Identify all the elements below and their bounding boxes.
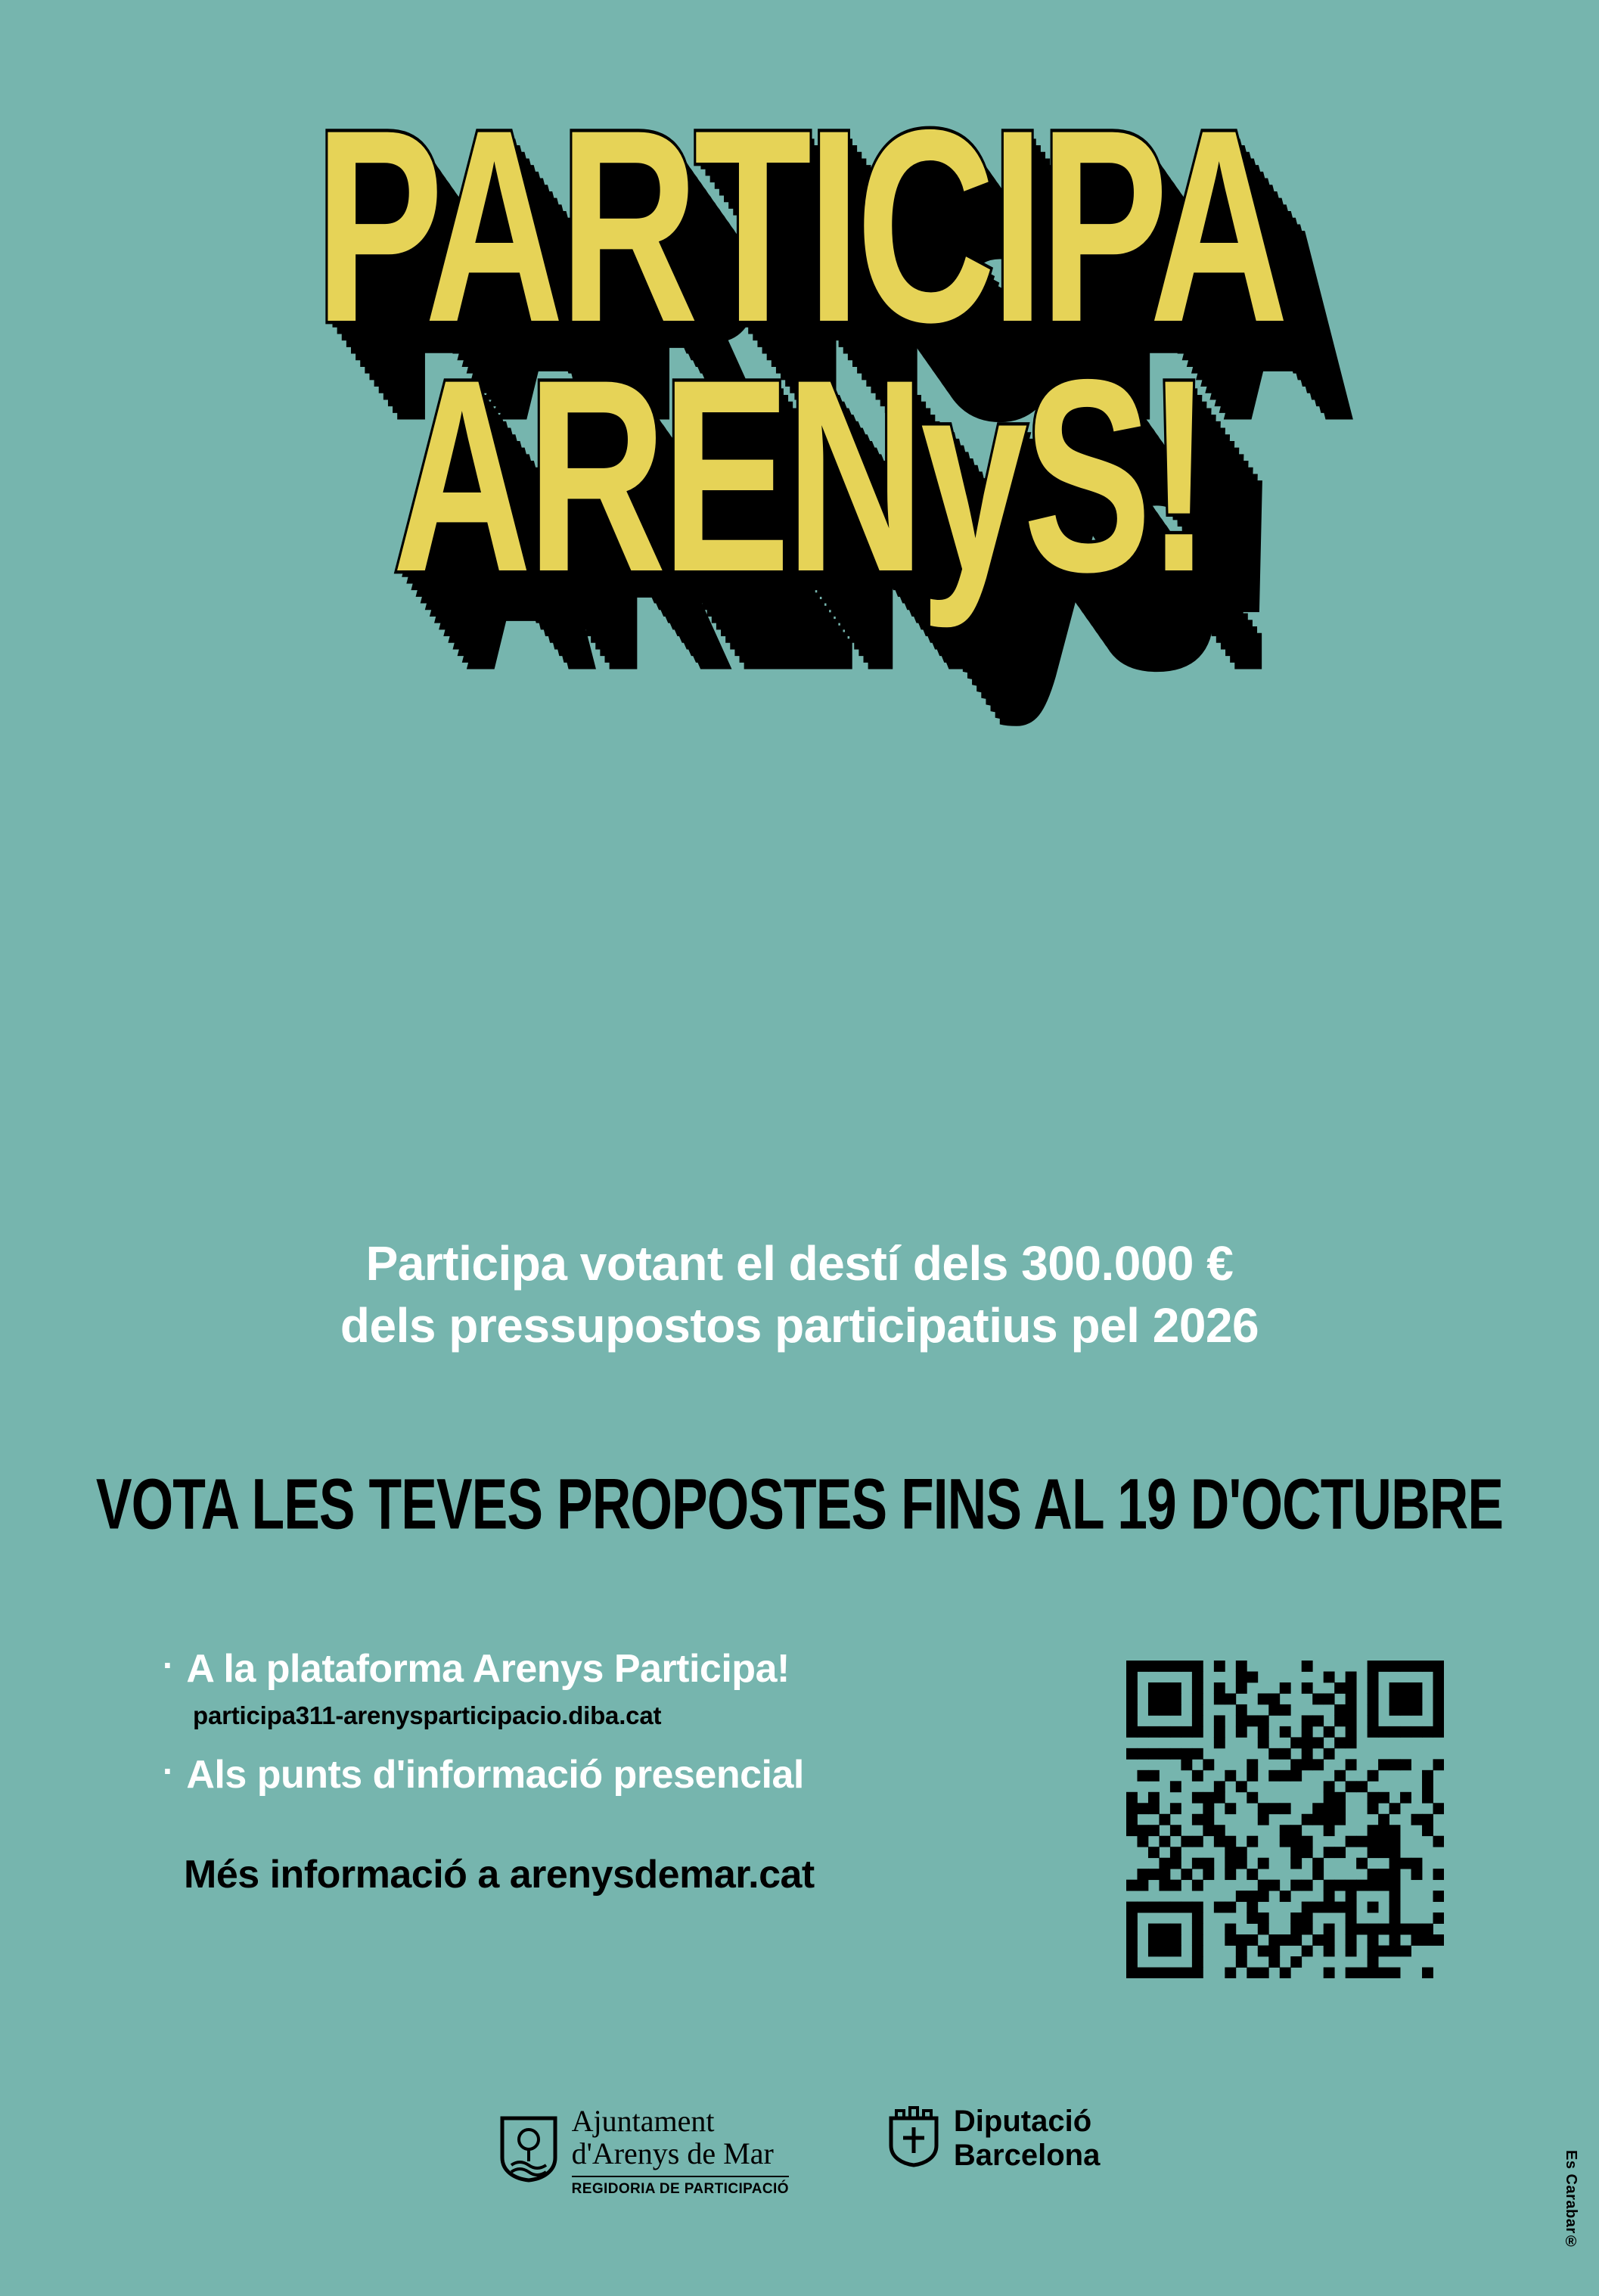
more-info-text: Més informació a arenysdemar.cat xyxy=(184,1852,815,1897)
headline-line-2-part-1: AREN xyxy=(392,322,921,629)
bullet-icon: · xyxy=(163,1645,175,1685)
deadline-banner: VOTA LES TEVES PROPOSTES FINS AL 19 D'OCTUBRE xyxy=(95,1464,1504,1545)
list-item xyxy=(163,1751,1070,1798)
headline-line-2-part-3: S! xyxy=(1023,322,1207,629)
logo-ajuntament-line-1: Ajuntament xyxy=(571,2104,715,2139)
headline-line-2 xyxy=(0,322,1599,629)
subtitle-line-1: Participa votant el destí dels 300.000 € xyxy=(365,1236,1234,1291)
list-item xyxy=(163,1645,1070,1692)
arenys-de-mar-coat-of-arms-icon xyxy=(499,2115,558,2187)
qr-code[interactable] xyxy=(1126,1661,1444,1978)
info-item-2-label: Als punts d'informació presencial xyxy=(186,1753,804,1797)
bullet-icon: · xyxy=(163,1751,175,1791)
logo-diputacio-line-2: Barcelona xyxy=(953,2138,1101,2172)
designer-credit: Es Carabar® xyxy=(1563,2149,1579,2251)
subtitle xyxy=(0,1233,1599,1357)
logo-diputacio-text xyxy=(954,2105,1100,2173)
logo-diputacio-line-1: Diputació xyxy=(953,2105,1092,2139)
headline-line-2-part-2: y xyxy=(920,322,1023,629)
diputacio-barcelona-crest-icon xyxy=(887,2105,940,2172)
footer-logos xyxy=(0,2105,1599,2198)
info-list xyxy=(163,1645,1070,1897)
subtitle-line-2: dels pressupostos participatius pel 2026 xyxy=(340,1297,1259,1353)
platform-url[interactable]: participa311-arenysparticipacio.diba.cat xyxy=(193,1701,662,1730)
info-item-1-label: A la plataforma Arenys Participa! xyxy=(186,1647,790,1691)
logo-diputacio-barcelona xyxy=(887,2105,1100,2173)
logo-ajuntament-line-3: REGIDORIA DE PARTICIPACIÓ xyxy=(572,2176,789,2198)
logo-ajuntament-text xyxy=(572,2105,789,2198)
logo-ajuntament-line-2: d'Arenys de Mar xyxy=(571,2136,774,2171)
headline-block xyxy=(0,73,1599,629)
logo-ajuntament-arenys-de-mar xyxy=(499,2105,789,2198)
headline-line-1: PARTICIPA xyxy=(315,73,1284,379)
